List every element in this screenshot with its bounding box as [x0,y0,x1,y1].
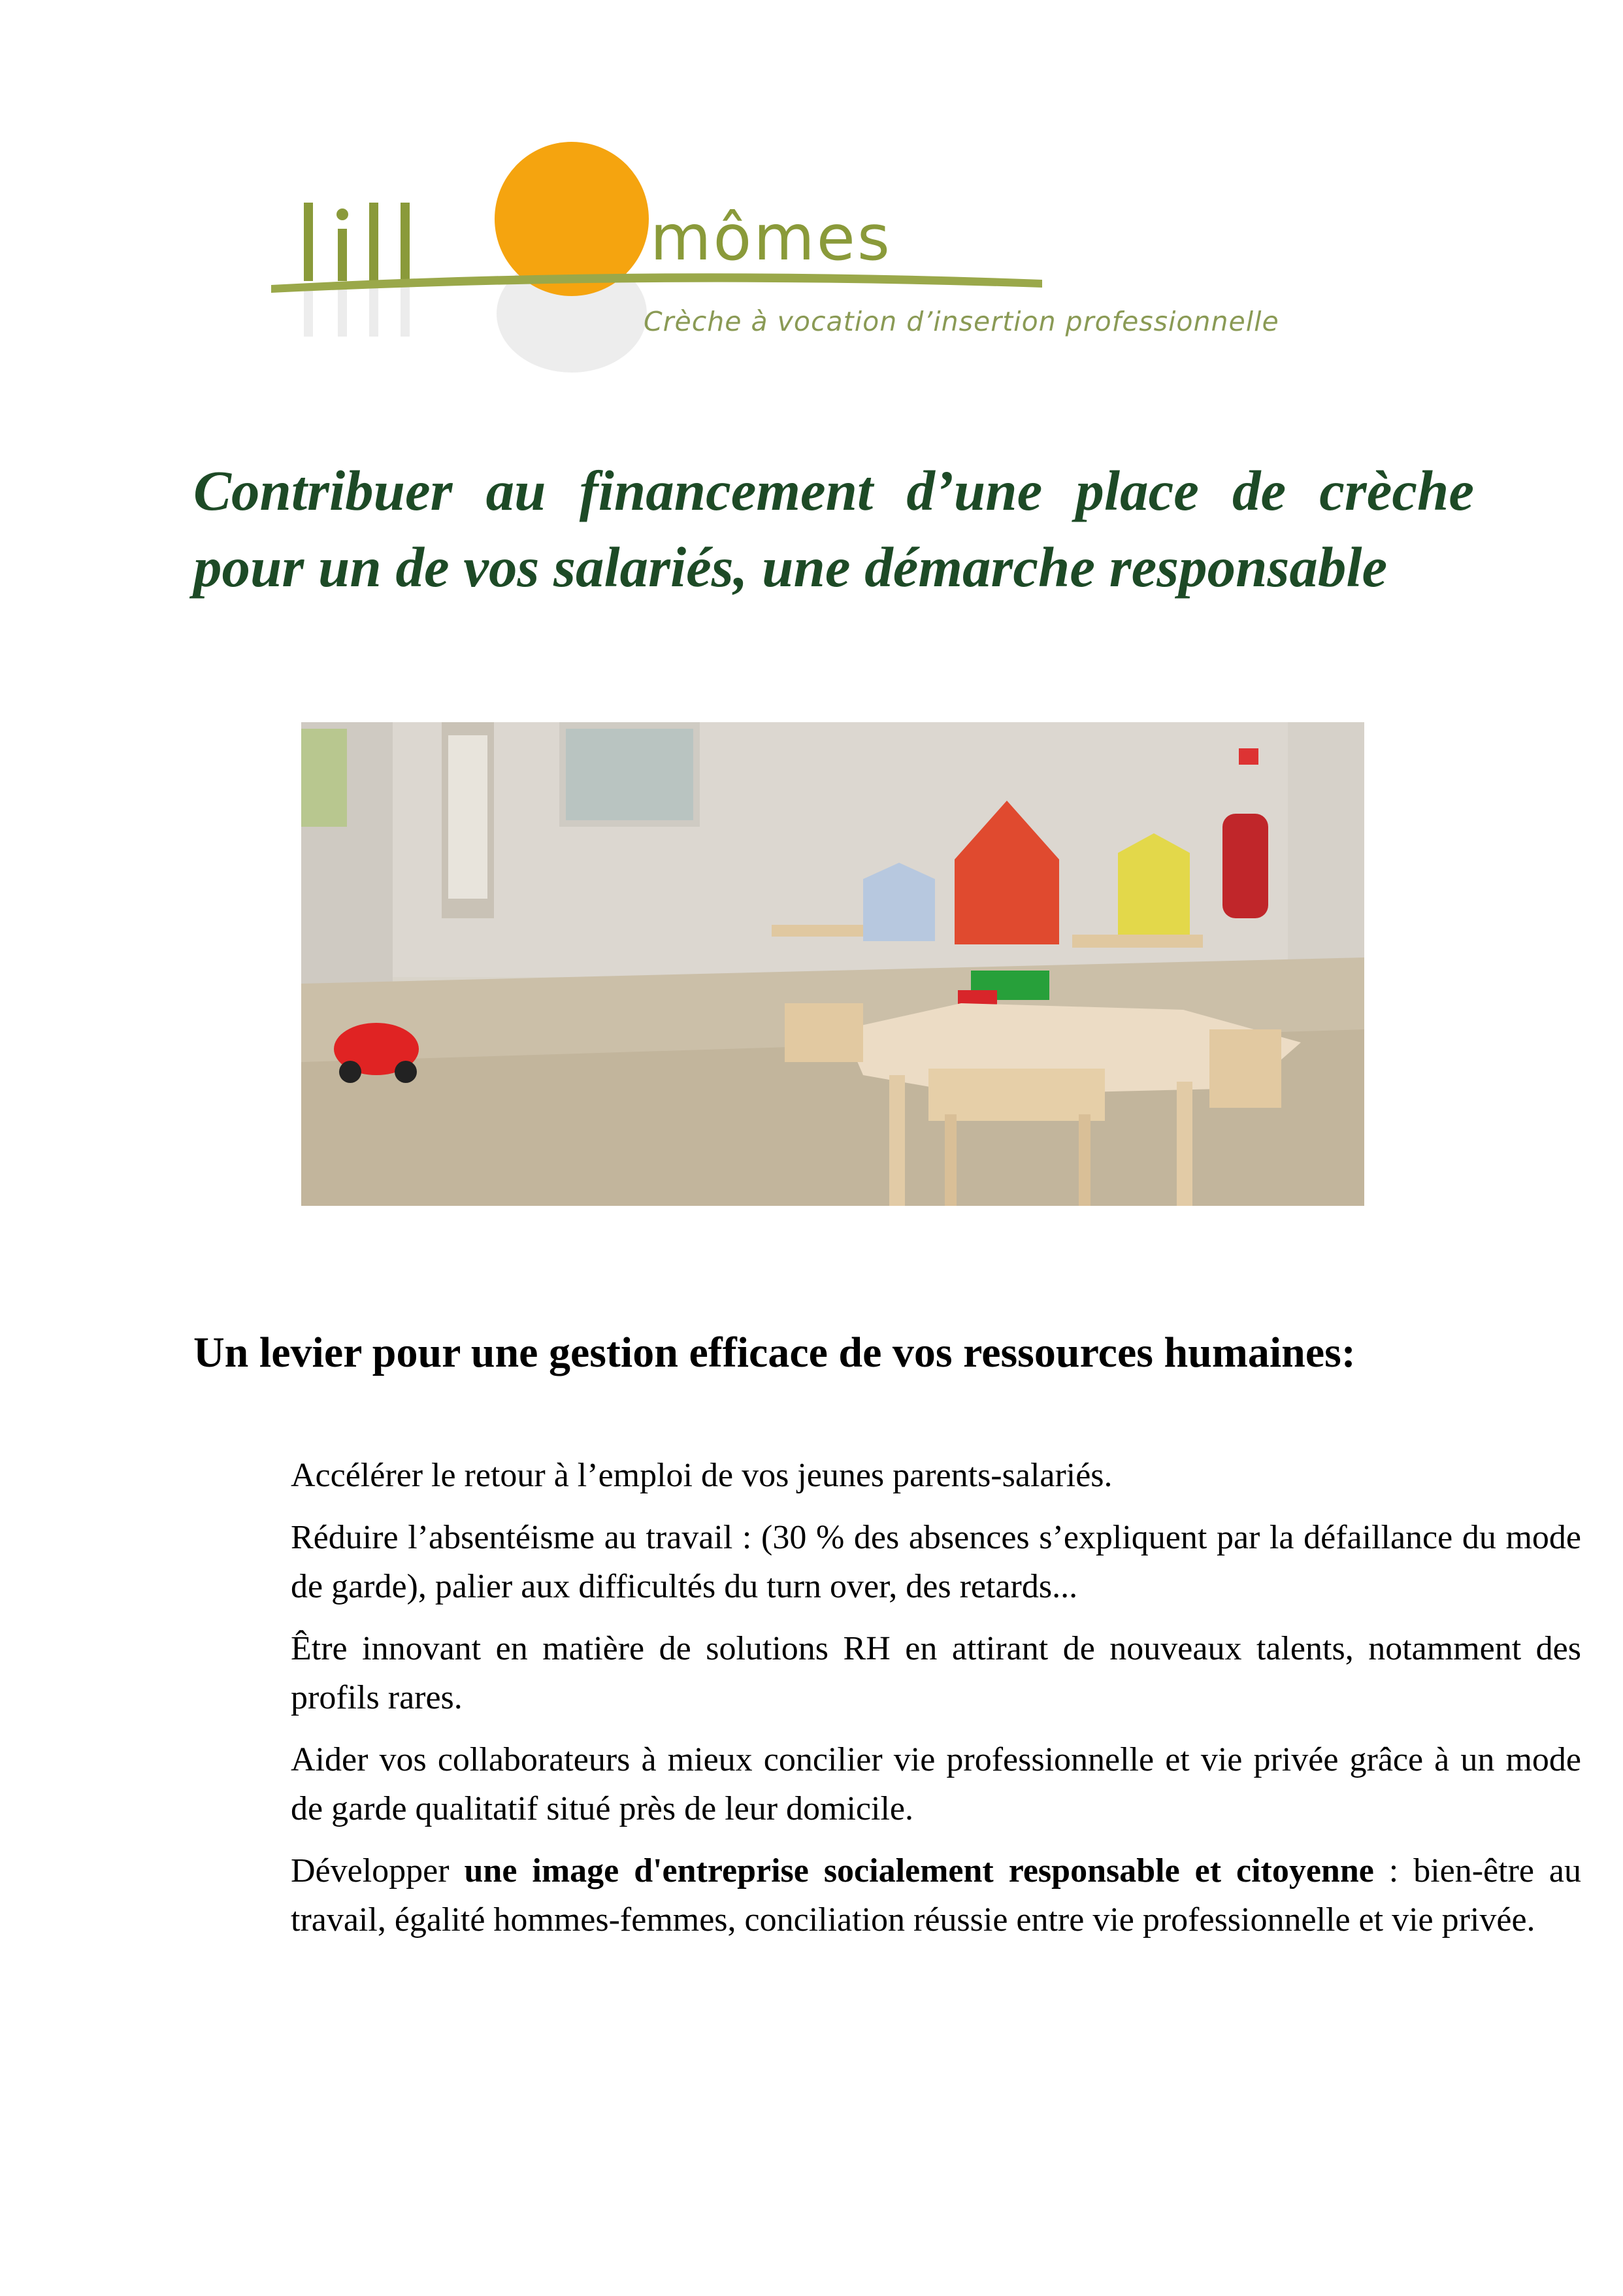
list-item: Réduire l’absentéisme au travail : (30 % des absences s’expliquent par la défaillance du mode de garde), palier aux difficultés du turn over, des retards... [291,1519,1581,1605]
list-item-emphasis: une image d'entreprise socialement responsable et citoyenne [464,1852,1374,1889]
page-title: Contribuer au financement d’une place de crèche pour un de vos salariés, une démarche responsable [193,459,1474,599]
logo-tagline: Crèche à vocation d’insertion professionnelle [644,306,1279,337]
nursery-room-photo [301,722,1364,1206]
list-item: Aider vos collaborateurs à mieux concilier vie professionnelle et vie privée grâce à un mode de garde qualitatif situé près de leur domicile. [291,1741,1581,1827]
logo-word-right: mômes [650,201,892,275]
logo-wordmark [650,201,892,275]
list-item: Être innovant en matière de solutions RH en attirant de nouveaux talents, notamment des profils rares. [291,1630,1581,1716]
list-item-suffix: : bien-être au travail, égalité hommes-femmes, conciliation réussie entre vie professionnelle et vie privée. [291,1852,1582,1938]
list-item [291,1846,1581,1944]
logo [258,131,1408,405]
list-item: Accélérer le retour à l’emploi de vos jeunes parents-salariés. [291,1457,1113,1494]
list-item-prefix: Développer [291,1852,465,1889]
benefits-list [291,1451,1581,1957]
section-heading: Un levier pour une gestion efficace de vos ressources humaines: [193,1329,1356,1376]
